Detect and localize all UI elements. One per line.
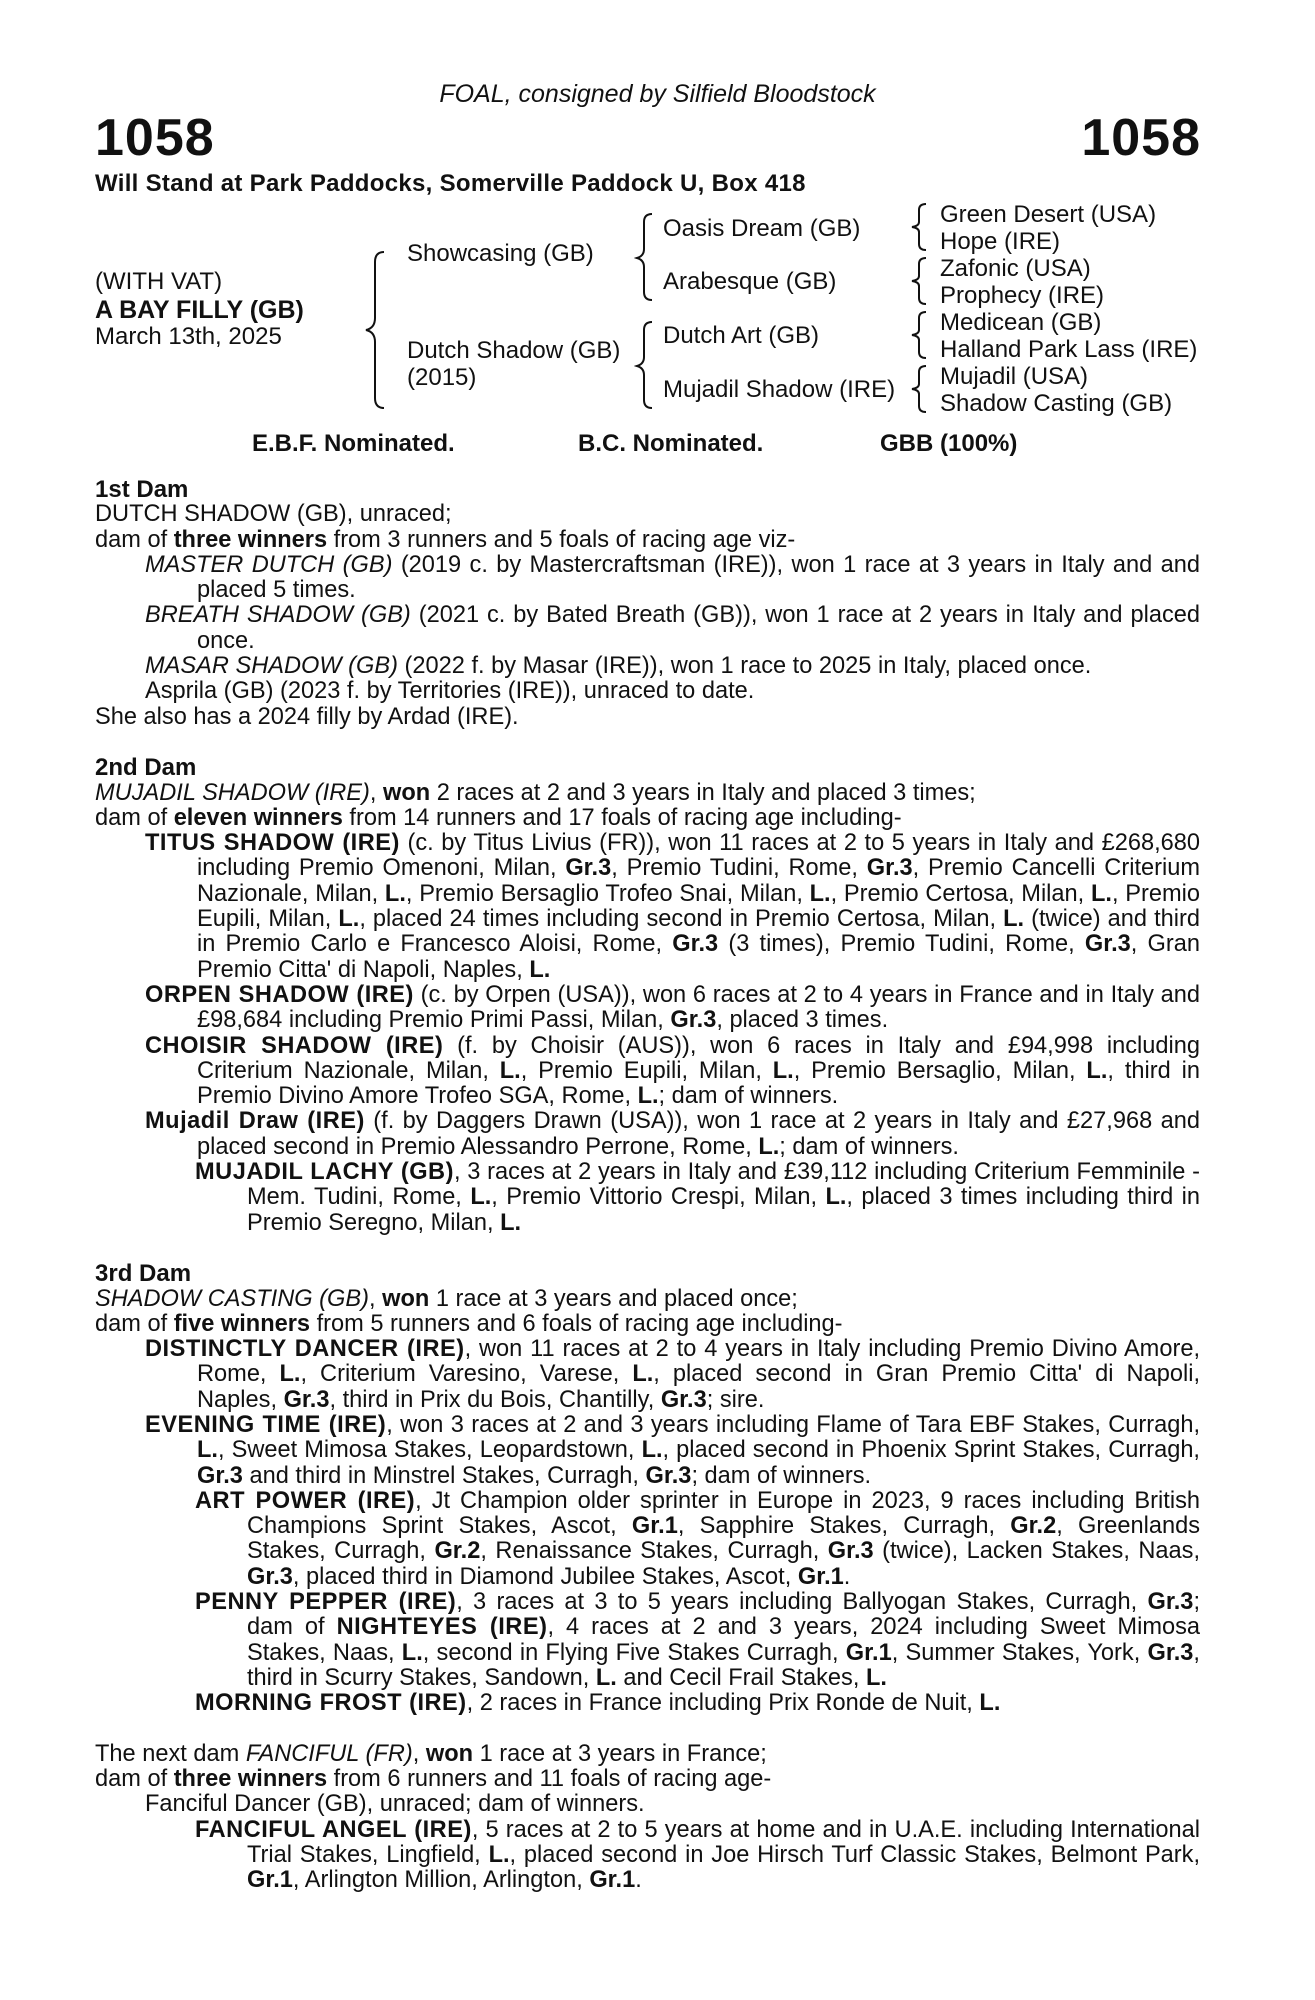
date-of-birth: March 13th, 2025: [95, 323, 282, 350]
lot-name: A BAY FILLY (GB): [95, 296, 304, 324]
progeny-entry: DISTINCTLY DANCER (IRE), won 11 races at 2 to 4 years in Italy including Premio Divino Amore, Rome, L., Criterium Varesino, Varese, L., placed second in Gran Premio Citta' di Napoli, Naples, Gr.3, third in Prix du Bois, Chantilly, Gr.3; sire.: [145, 1336, 1200, 1413]
gg-1: Green Desert (USA): [940, 201, 1157, 228]
progeny-entry: TITUS SHADOW (IRE) (c. by Titus Livius (FR)), won 11 races at 2 to 5 years in Italy and £268,680 including Premio Omenoni, Milan, Gr.3, Premio Tudini, Rome, Gr.3, Premio Cancelli Criterium Nazionale, Milan, L., Premio Bersaglio Trofeo Snai, Milan, L., Premio Certosa, Milan, L., Premio Eupili, Milan, L., placed 24 times including second in Premio Certosa, Milan, L. (twice) and third in Premio Carlo e Francesco Aloisi, Rome, Gr.3 (3 times), Premio Tudini, Rome, Gr.3, Gran Premio Citta' di Napoli, Naples, L.: [145, 830, 1200, 983]
lot-number-right: 1058: [1081, 109, 1201, 167]
third-dam-name: SHADOW CASTING (GB), won 1 race at 3 years and placed once;: [95, 1285, 798, 1312]
gg-8: Shadow Casting (GB): [940, 390, 1173, 417]
consignor-line: FOAL, consigned by Silfield Bloodstock: [439, 80, 876, 108]
sire-sire: Oasis Dream (GB): [663, 215, 861, 242]
dam-year: (2015): [407, 364, 477, 391]
pedigree-brace-g3: [908, 310, 930, 360]
progeny-entry: Mujadil Draw (IRE) (f. by Daggers Drawn (USA)), won 1 race at 2 years in Italy and £27,968 and placed second in Premio Alessandro Perrone, Rome, L.; dam of winners.: [145, 1108, 1200, 1160]
first-dam-heading: 1st Dam: [95, 476, 189, 503]
third-dam-heading: 3rd Dam: [95, 1260, 192, 1288]
next-dam-record: dam of three winners from 6 runners and 11 foals of racing age-: [95, 1766, 772, 1793]
pedigree-brace-g2: [908, 256, 930, 306]
second-dam-heading: 2nd Dam: [95, 754, 197, 782]
first-dam-record: dam of three winners from 3 runners and 5 foals of racing age viz-: [95, 526, 796, 553]
gbb-status: GBB (100%): [880, 430, 1018, 457]
progeny-entry: Fanciful Dancer (GB), unraced; dam of winners.: [145, 1791, 645, 1818]
third-dam-record: dam of five winners from 5 runners and 6 foals of racing age including-: [95, 1310, 843, 1337]
pedigree-brace-g1: [908, 202, 930, 252]
pedigree-brace-dam: [634, 320, 656, 410]
pedigree-brace-1: [362, 250, 392, 410]
first-dam-name: DUTCH SHADOW (GB), unraced;: [95, 501, 452, 528]
catalogue-body: [95, 477, 1200, 1894]
second-dam-name: MUJADIL SHADOW (IRE), won 2 races at 2 and 3 years in Italy and placed 3 times;: [95, 779, 976, 806]
progeny-entry: CHOISIR SHADOW (IRE) (f. by Choisir (AUS)), won 6 races in Italy and £94,998 including Criterium Nazionale, Milan, L., Premio Eupili, Milan, L., Premio Bersaglio, Milan, L., third in Premio Divino Amore Trofeo SGA, Rome, L.; dam of winners.: [145, 1032, 1200, 1110]
dam: Dutch Shadow (GB): [407, 337, 621, 364]
bc-nominated: B.C. Nominated.: [578, 430, 764, 457]
pedigree-brace-g4: [908, 364, 930, 414]
dam-sire: Dutch Art (GB): [663, 322, 820, 349]
dam-dam: Mujadil Shadow (IRE): [663, 376, 896, 403]
lot-number-left: 1058: [95, 109, 215, 167]
progeny-entry: Asprila (GB) (2023 f. by Territories (IRE)), unraced to date.: [145, 678, 755, 705]
grand-progeny-entry: FANCIFUL ANGEL (IRE), 5 races at 2 to 5 years at home and in U.A.E. including International Trial Stakes, Lingfield, L., placed second in Joe Hirsch Turf Classic Stakes, Belmont Park, Gr.1, Arlington Million, Arlington, Gr.1.: [195, 1816, 1201, 1894]
second-dam-record: dam of eleven winners from 14 runners and 17 foals of racing age including-: [95, 804, 902, 831]
ebf-nominated: E.B.F. Nominated.: [252, 430, 455, 457]
gg-2: Hope (IRE): [940, 228, 1061, 255]
gg-3: Zafonic (USA): [940, 255, 1091, 282]
gg-7: Mujadil (USA): [940, 363, 1089, 390]
next-dam-name: The next dam FANCIFUL (FR), won 1 race at 3 years in France;: [95, 1740, 767, 1767]
grand-progeny-entry: MORNING FROST (IRE), 2 races in France including Prix Ronde de Nuit, L.: [195, 1690, 1001, 1717]
gg-4: Prophecy (IRE): [940, 282, 1105, 309]
pedigree-brace-sire: [634, 212, 656, 302]
progeny-entry: BREATH SHADOW (GB) (2021 c. by Bated Breath (GB)), won 1 race at 2 years in Italy and placed once.: [145, 602, 1200, 654]
sire: Showcasing (GB): [407, 240, 594, 267]
vat-note: (WITH VAT): [95, 268, 223, 295]
grand-progeny-entry: ART POWER (IRE), Jt Champion older sprinter in Europe in 2023, 9 races including British Champions Sprint Stakes, Ascot, Gr.1, Sapphire Stakes, Curragh, Gr.2, Greenlands Stakes, Curragh, Gr.2, Renaissance Stakes, Curragh, Gr.3 (twice), Lacken Stakes, Naas, Gr.3, placed third in Diamond Jubilee Stakes, Ascot, Gr.1.: [195, 1487, 1200, 1590]
gg-5: Medicean (GB): [940, 309, 1102, 336]
first-dam-note: She also has a 2024 filly by Ardad (IRE).: [95, 703, 519, 730]
grand-progeny-entry: MUJADIL LACHY (GB), 3 races at 2 years in Italy and £39,112 including Criterium Femminile - Mem. Tudini, Rome, L., Premio Vittorio Crespi, Milan, L., placed 3 times including third in Premio Seregno, Milan, L.: [195, 1159, 1200, 1236]
sire-dam: Arabesque (GB): [663, 268, 837, 295]
progeny-entry: MASAR SHADOW (GB) (2022 f. by Masar (IRE)), won 1 race to 2025 in Italy, placed once.: [145, 653, 1092, 680]
progeny-entry: ORPEN SHADOW (IRE) (c. by Orpen (USA)), won 6 races at 2 to 4 years in France and in Italy and £98,684 including Premio Primi Passi, Milan, Gr.3, placed 3 times.: [145, 981, 1200, 1034]
progeny-entry: EVENING TIME (IRE), won 3 races at 2 and 3 years including Flame of Tara EBF Stakes, Curragh, L., Sweet Mimosa Stakes, Leopardstown, L., placed second in Phoenix Sprint Stakes, Curragh, Gr.3 and third in Minstrel Stakes, Curragh, Gr.3; dam of winners.: [145, 1411, 1200, 1489]
grand-progeny-entry: PENNY PEPPER (IRE), 3 races at 3 to 5 years including Ballyogan Stakes, Curragh, Gr.3; dam of NIGHTEYES (IRE), 4 races at 2 and 3 years, 2024 including Sweet Mimosa Stakes, Naas, L., second in Flying Five Stakes Curragh, Gr.1, Summer Stakes, York, Gr.3, third in Scurry Stakes, Sandown, L. and Cecil Frail Stakes, L.: [195, 1589, 1201, 1691]
gg-6: Halland Park Lass (IRE): [940, 336, 1198, 363]
progeny-entry: MASTER DUTCH (GB) (2019 c. by Mastercraftsman (IRE)), won 1 race at 3 years in Italy and and placed 5 times.: [145, 551, 1200, 604]
stand-location: Will Stand at Park Paddocks, Somerville Paddock U, Box 418: [95, 170, 806, 197]
